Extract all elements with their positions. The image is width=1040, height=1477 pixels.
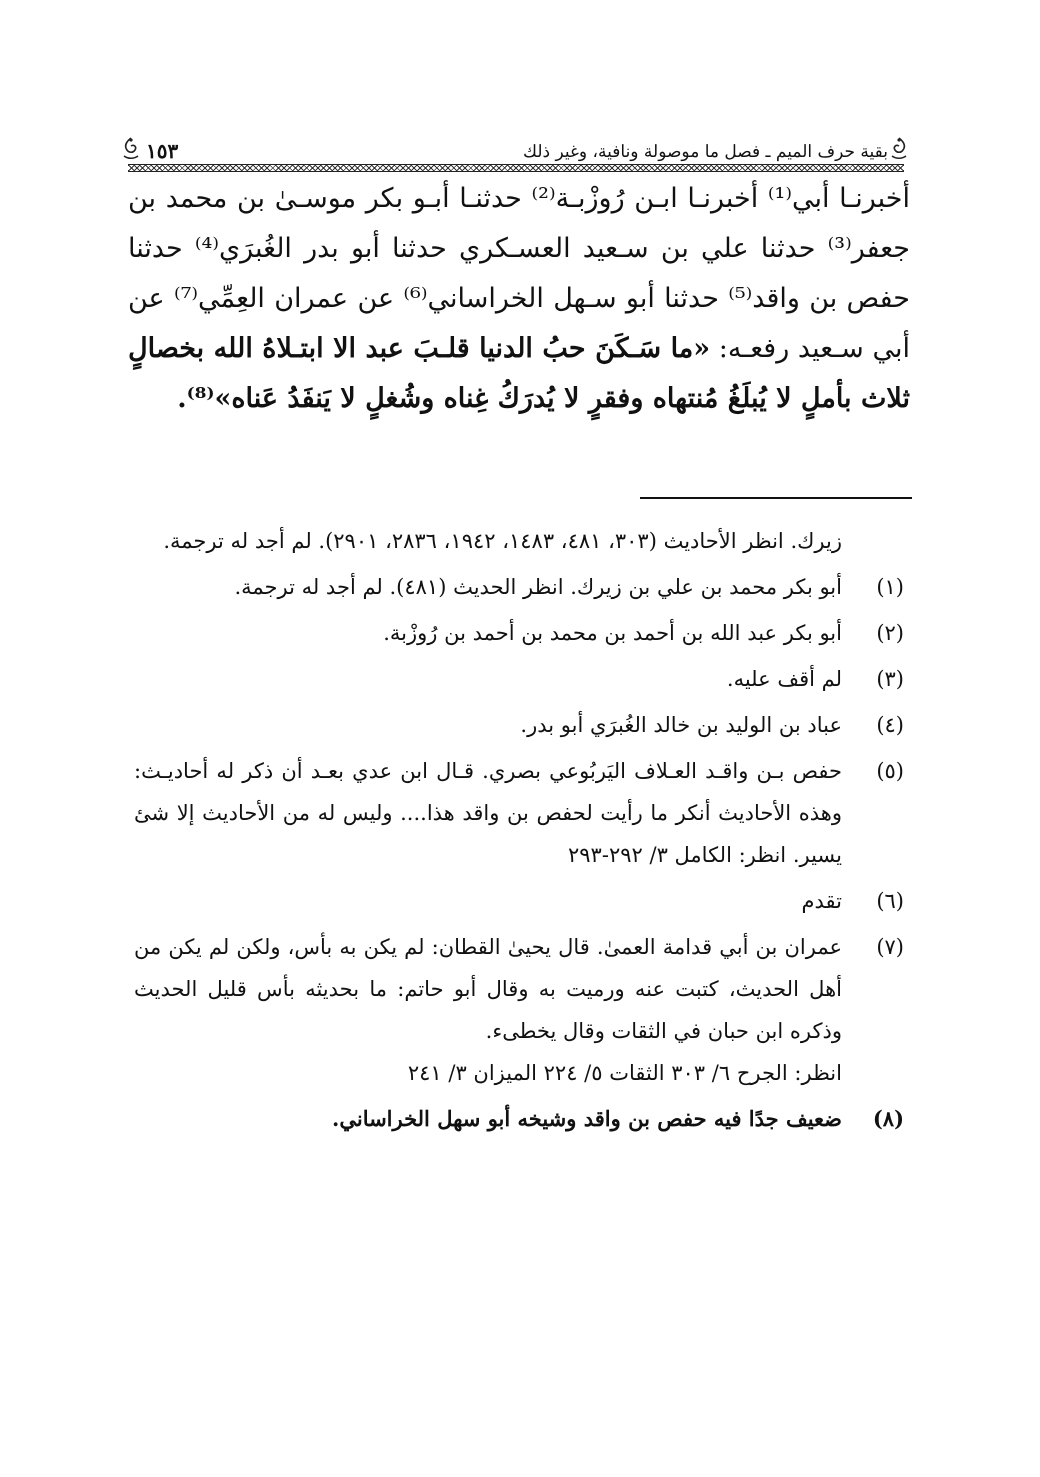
footnote-text	[134, 1098, 842, 1140]
footnote-text	[134, 926, 842, 1094]
footnote-line: أبو بكر محمد بن علي بن زيرك. انظر الحديث (٤٨١). لم أجد له ترجمة.	[234, 575, 842, 599]
page-number: ١٥٣	[146, 139, 179, 163]
footnote-line: ضعيف جدًا فيه حفص بن واقد وشيخه أبو سهل الخراساني.	[332, 1106, 842, 1131]
header-rule	[128, 164, 904, 172]
footnote-text	[134, 704, 842, 746]
footnote-text	[134, 612, 842, 654]
footnote-text	[134, 658, 842, 700]
hadith-matn: «ما سَـكَنَ حبُ الدنيا قلـبَ عبد الا ابتـلاهُ الله بخصالٍ ثلاث بأملٍ لا يُبلَغُ مُنتهاه وفقرٍ لا يُدرَكُ غِناه وشُغلٍ لا يَنفَدُ عَناه»⁽⁸⁾.	[128, 333, 910, 414]
footnote-item	[134, 704, 904, 746]
footnote-text	[134, 750, 842, 876]
footnote-number: (٣)	[876, 667, 904, 691]
footnote-line: عباد بن الوليد بن خالد الغُبرَي أبو بدر.	[520, 713, 842, 737]
footnote-number: (٢)	[876, 621, 904, 645]
footnote-number: (٥)	[876, 759, 904, 783]
footnote-number: (٧)	[876, 935, 904, 959]
footnote-item	[134, 612, 904, 654]
ornament-icon	[888, 136, 910, 160]
running-title: بقية حرف الميم ـ فصل ما موصولة ونافية، وغير ذلك	[523, 142, 888, 162]
footnote-text	[134, 566, 842, 608]
footnote-continuation: زيرك. انظر الأحاديث (٣٠٣، ٤٨١، ١٤٨٣، ١٩٤٢، ٢٨٣٦، ٢٩٠١). لم أجد له ترجمة.	[163, 529, 842, 553]
footnote-number: (٤)	[876, 713, 904, 737]
footnote-item	[134, 750, 904, 876]
footnote-line: حفص بـن واقـد العـلاف اليَربُوعي بصري. قـال ابن عدي بعـد أن ذكر له أحاديـث: وهذه الأحاديث أنكر ما رأيت لحفص بن واقد هذا.... وليس له من الأحاديث إلا شئ يسير. انظر: الكامل ٣/ ٢٩٢-٢٩٣	[134, 759, 842, 867]
isnad-text: أخبرنـا أبي⁽¹⁾ أخبرنـا ابـن رُوزْبـة⁽²⁾ حدثنـا أبـو بكر موسـىٰ بن محمد بن جعفر⁽³⁾ حدثنا علي بن سـعيد العسـكري حدثنا أبو بدر الغُبرَي⁽⁴⁾ حدثنا حفص بن واقد⁽⁵⁾ حدثنا أبو سـهل الخراساني⁽⁶⁾ عن عمران العِمِّي⁽⁷⁾ عن أبي سـعيد رفعـه:	[128, 183, 910, 364]
footnote-item	[134, 658, 904, 700]
footnote-line: تقدم	[801, 889, 842, 913]
page-header	[120, 128, 910, 162]
hadith-paragraph	[128, 174, 910, 424]
footnote-item	[134, 566, 904, 608]
footnote-separator	[640, 497, 912, 499]
footnote-text	[134, 880, 842, 922]
footnote-line: عمران بن أبي قدامة العمىٰ. قال يحيىٰ القطان: لم يكن به بأس، ولكن لم يكن من أهل الحديث، كتبت عنه ورميت به وقال أبو حاتم: ما بحديثه بأس قليل الحديث وذكره ابن حبان في الثقات وقال يخطىء.	[134, 935, 842, 1043]
footnote-line: لم أقف عليه.	[726, 667, 842, 691]
footnote-reference-line: انظر: الجرح ٦/ ٣٠٣ الثقات ٥/ ٢٢٤ الميزان ٣/ ٢٤١	[407, 1061, 842, 1085]
main-text	[128, 174, 910, 424]
footnote-number: (٦)	[876, 889, 904, 913]
footnote-number: (٨)	[872, 1106, 904, 1131]
footnote-item	[134, 880, 904, 922]
footnote-line: أبو بكر عبد الله بن أحمد بن محمد بن أحمد بن رُوزْبة.	[383, 621, 842, 645]
footnote-number: (١)	[876, 575, 904, 599]
footnote-item	[134, 926, 904, 1094]
footnote-item	[134, 1098, 904, 1140]
ornament-icon	[120, 136, 142, 160]
footnotes	[134, 520, 904, 1144]
